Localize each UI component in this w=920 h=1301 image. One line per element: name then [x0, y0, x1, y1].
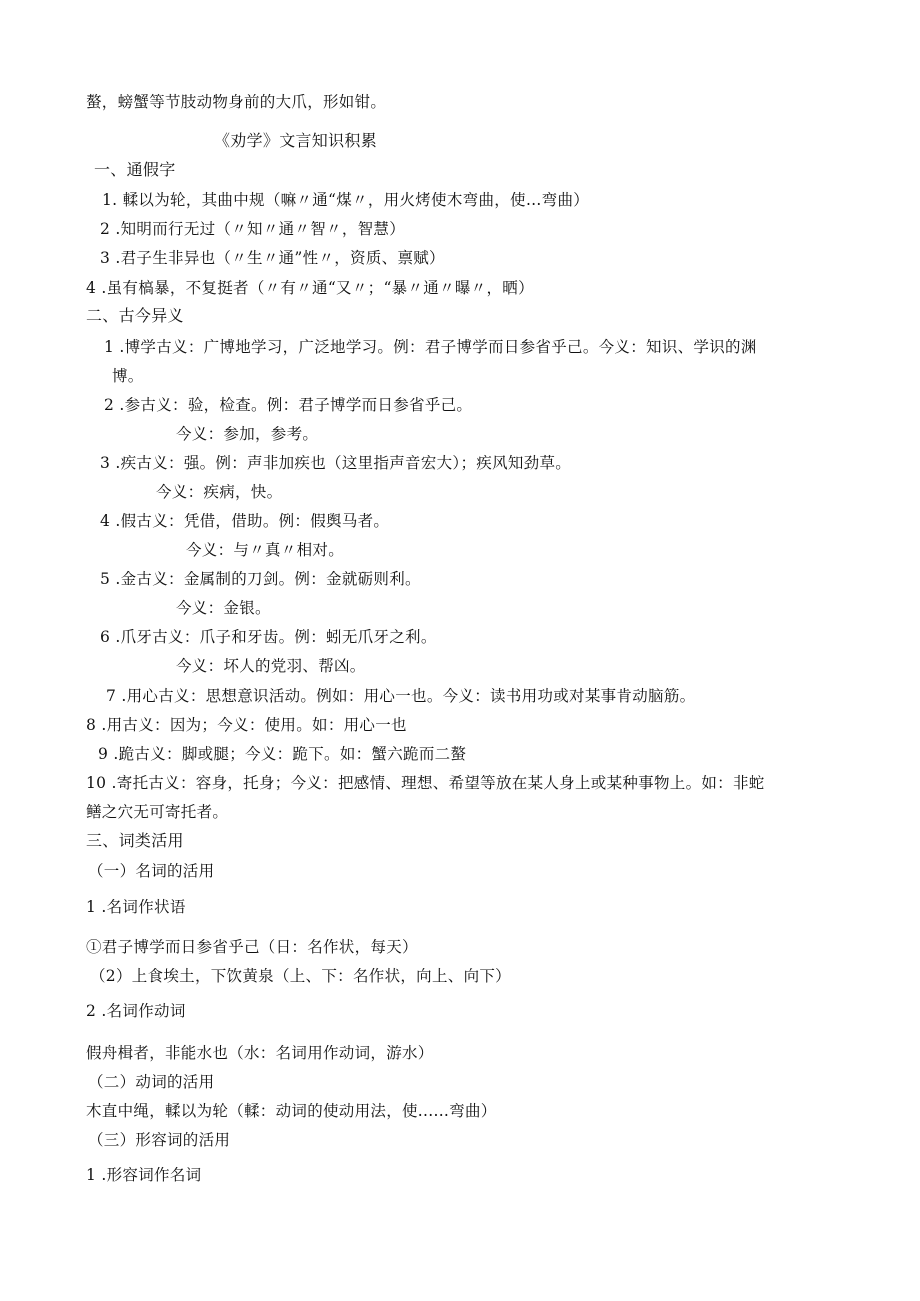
subsection-adjective-usage: （三）形容词的活用 [88, 1131, 231, 1149]
gujinyiyi-item-10-cont: 鳝之穴无可寄托者。 [86, 803, 229, 821]
section-heading-gujinyiyi: 二、古今异义 [86, 306, 184, 325]
gujinyiyi-item-10: 10 .寄托古义：容身，托身；今义：把感情、理想、希望等放在某人身上或某种事物上。如：非蛇 [86, 774, 765, 792]
noun-usage-example-1: ①君子博学而日参省乎己（日：名作状，每天） [86, 938, 418, 956]
gujinyiyi-item-6-today: 今义：坏人的党羽、帮凶。 [176, 657, 366, 675]
gujinyiyi-item-7: 7 .用心古义：思想意识活动。例如：用心一也。今义：读书用功或对某事肯动脑筋。 [106, 687, 696, 705]
noun-usage-example-3: 假舟楫者，非能水也（水：名词用作动词，游水） [86, 1044, 434, 1062]
gujinyiyi-item-4: 4 .假古义：凭借，借助。例：假舆马者。 [100, 512, 390, 530]
tongjiazi-item-1: 1. 輮以为轮，其曲中规（嘛〃通“煤〃，用火烤使木弯曲，使…弯曲） [102, 191, 590, 209]
gujinyiyi-item-1: 1 .博学古义：广博地学习，广泛地学习。例：君子博学而日参省乎己。今义：知识、学识的渊 [104, 338, 757, 356]
gujinyiyi-item-9: 9 .跪古义：脚或腿；今义：跪下。如：蟹六跪而二螯 [98, 745, 467, 763]
gujinyiyi-item-2-today: 今义：参加，参考。 [176, 425, 319, 443]
tongjiazi-item-4: 4 .虽有槁暴，不复挺者（〃有〃通“又〃；“暴〃通〃曝〃，晒） [86, 279, 534, 297]
gujinyiyi-item-1-cont: 博。 [112, 367, 144, 385]
gujinyiyi-item-5: 5 .金古义：金属制的刀剑。例：金就砺则利。 [100, 570, 421, 588]
intro-line: 螯，螃蟹等节肢动物身前的大爪，形如钳。 [86, 93, 387, 111]
verb-usage-example: 木直中绳，輮以为轮（輮：动词的使动用法，使......弯曲） [86, 1102, 497, 1120]
tongjiazi-item-3: 3 .君子生非异也（〃生〃通”性〃，资质、禀赋） [100, 249, 445, 267]
gujinyiyi-item-3: 3 .疾古义：强。例：声非加疾也（这里指声音宏大）；疾风知劲草。 [100, 454, 572, 472]
gujinyiyi-item-6: 6 .爪牙古义：爪子和牙齿。例：蚓无爪牙之利。 [100, 628, 437, 646]
section-heading-tongjiazi: 一、通假字 [94, 160, 176, 179]
gujinyiyi-item-8: 8 .用古义：因为；今义：使用。如：用心一也 [86, 716, 407, 734]
section-heading-cileihuoyong: 三、词类活用 [86, 831, 184, 850]
gujinyiyi-item-2: 2 .参古义：验，检查。例：君子博学而日参省乎己。 [104, 396, 473, 414]
gujinyiyi-item-4-today: 今义：与〃真〃相对。 [186, 541, 345, 559]
noun-usage-example-2: （2）上食埃土，下饮黄泉（上、下：名作状，向上、向下） [90, 967, 511, 985]
subsection-noun-usage: （一）名词的活用 [88, 862, 215, 880]
gujinyiyi-item-5-today: 今义：金银。 [176, 599, 271, 617]
document-title: 《劝学》文言知识积累 [214, 131, 378, 150]
gujinyiyi-item-3-today: 今义：疾病，快。 [156, 483, 283, 501]
tongjiazi-item-2: 2 .知明而行无过（〃知〃通〃智〃，智慧） [100, 220, 406, 238]
subsection-verb-usage: （二）动词的活用 [88, 1073, 215, 1091]
noun-usage-item-2: 2 .名词作动词 [86, 1002, 186, 1020]
noun-usage-item-1: 1 .名词作状语 [86, 898, 186, 916]
adjective-usage-item-1: 1 .形容词作名词 [86, 1166, 202, 1184]
